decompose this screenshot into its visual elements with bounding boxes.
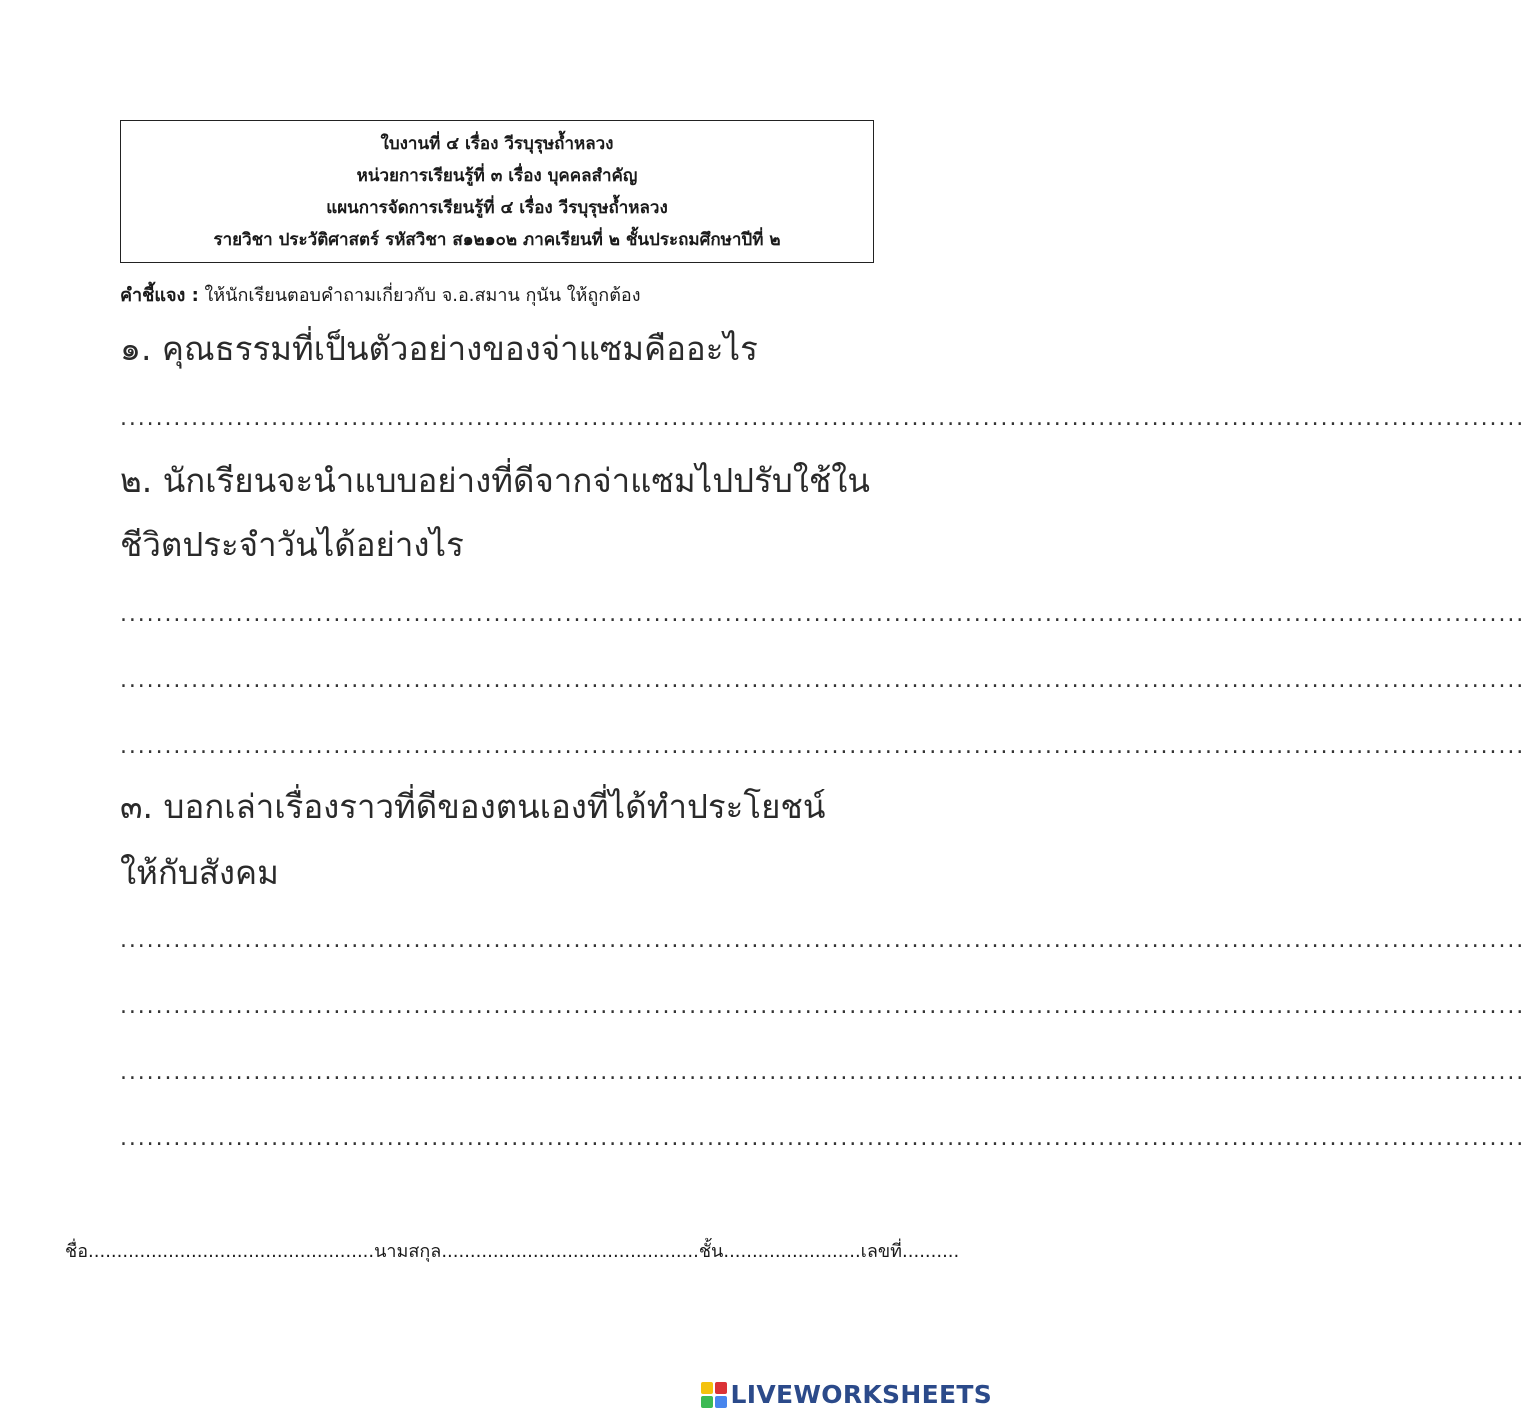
question-3-line-1: ๓. บอกเล่าเรื่องราวที่ดีของตนเองที่ได้ทำประโยชน์ xyxy=(120,787,826,826)
answer-line-2a[interactable]: .............................................................................................................................................................. xyxy=(120,602,1525,627)
lesson-plan: แผนการจัดการเรียนรู้ที่ ๔ เรื่อง วีรบุรุษถ้ำหลวง xyxy=(326,197,668,218)
answer-line-3b[interactable]: .............................................................................................................................................................. xyxy=(120,994,1525,1019)
answer-line-3a[interactable]: .............................................................................................................................................................. xyxy=(120,928,1525,953)
question-2-line-2: ชีวิตประจำวันได้อย่างไร xyxy=(120,525,464,564)
class-label: ชั้น xyxy=(698,1241,724,1262)
answer-line-2c[interactable]: .............................................................................................................................................................. xyxy=(120,734,1525,759)
name-label: ชื่อ xyxy=(65,1241,89,1262)
worksheet-title: ใบงานที่ ๔ เรื่อง วีรบุรุษถ้ำหลวง xyxy=(380,133,614,154)
liveworksheets-logo-icon xyxy=(701,1382,727,1408)
question-1: ๑. คุณธรรมที่เป็นตัวอย่างของจ่าแซมคืออะไร xyxy=(120,329,758,368)
liveworksheets-brand xyxy=(701,1380,992,1409)
surname-label: นามสกุล xyxy=(374,1241,442,1262)
instructions-text: ให้นักเรียนตอบคำถามเกี่ยวกับ จ.อ.สมาน กุนัน ให้ถูกต้อง xyxy=(198,285,641,306)
answer-line-3c[interactable]: .............................................................................................................................................................. xyxy=(120,1060,1525,1085)
number-field[interactable]: .......... xyxy=(902,1241,960,1262)
number-label: เลขที่ xyxy=(860,1241,903,1262)
class-field[interactable]: ........................ xyxy=(723,1241,861,1262)
surname-field[interactable]: ............................................. xyxy=(441,1241,699,1262)
name-field[interactable]: .................................................. xyxy=(88,1241,375,1262)
question-2-line-1: ๒. นักเรียนจะนำแบบอย่างที่ดีจากจ่าแซมไปปรับใช้ใน xyxy=(120,461,870,500)
brand-name: LIVEWORKSHEETS xyxy=(730,1380,992,1409)
question-3-line-2: ให้กับสังคม xyxy=(120,853,279,892)
course-info: รายวิชา ประวัติศาสตร์ รหัสวิชา ส๑๒๑๐๒ ภาคเรียนที่ ๒ ชั้นประถมศึกษาปีที่ ๒ xyxy=(213,229,781,250)
instructions xyxy=(120,280,640,309)
student-info-line xyxy=(65,1236,960,1265)
answer-line-1[interactable]: .............................................................................................................................................................. xyxy=(120,406,1525,431)
answer-line-3d[interactable]: .............................................................................................................................................................. xyxy=(120,1126,1525,1151)
title-box xyxy=(120,120,874,263)
answer-line-2b[interactable]: .............................................................................................................................................................. xyxy=(120,668,1525,693)
learning-unit: หน่วยการเรียนรู้ที่ ๓ เรื่อง บุคคลสำคัญ xyxy=(356,165,638,186)
instructions-label: คำชี้แจง : xyxy=(120,285,199,306)
